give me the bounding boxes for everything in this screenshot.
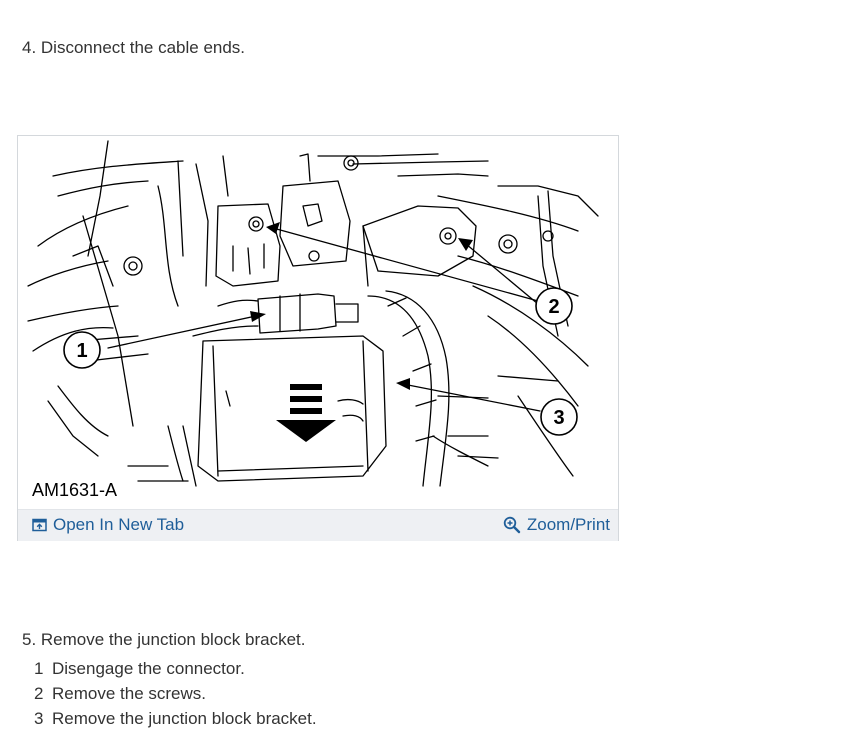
step-5-substeps xyxy=(34,656,317,731)
step-5-text: 5. Remove the junction block bracket. xyxy=(22,630,306,649)
zoom-print-button[interactable] xyxy=(503,515,610,535)
callout-1: 1 xyxy=(76,340,88,362)
substep-number: 3 xyxy=(34,709,44,728)
open-new-tab-icon xyxy=(32,518,47,532)
list-item xyxy=(34,656,317,681)
figure-id: AM1631-A xyxy=(32,480,118,500)
list-item xyxy=(34,706,317,731)
callout-2: 2 xyxy=(548,296,560,318)
zoom-print-label: Zoom/Print xyxy=(526,515,610,534)
open-in-new-tab-label: Open In New Tab xyxy=(53,515,185,534)
callout-3: 3 xyxy=(553,407,565,429)
substep-text: Disengage the connector. xyxy=(52,659,245,678)
substep-number: 1 xyxy=(34,659,44,678)
figure-panel xyxy=(17,135,619,541)
magnifier-plus-icon xyxy=(503,516,521,534)
substep-text: Remove the junction block bracket. xyxy=(52,709,317,728)
substep-number: 2 xyxy=(34,684,44,703)
junction-block-diagram xyxy=(18,136,618,508)
list-item xyxy=(34,681,317,706)
figure-toolbar xyxy=(18,509,618,541)
open-in-new-tab-button[interactable] xyxy=(32,515,184,535)
substep-text: Remove the screws. xyxy=(52,684,206,703)
step-4-text: 4. Disconnect the cable ends. xyxy=(22,38,246,57)
